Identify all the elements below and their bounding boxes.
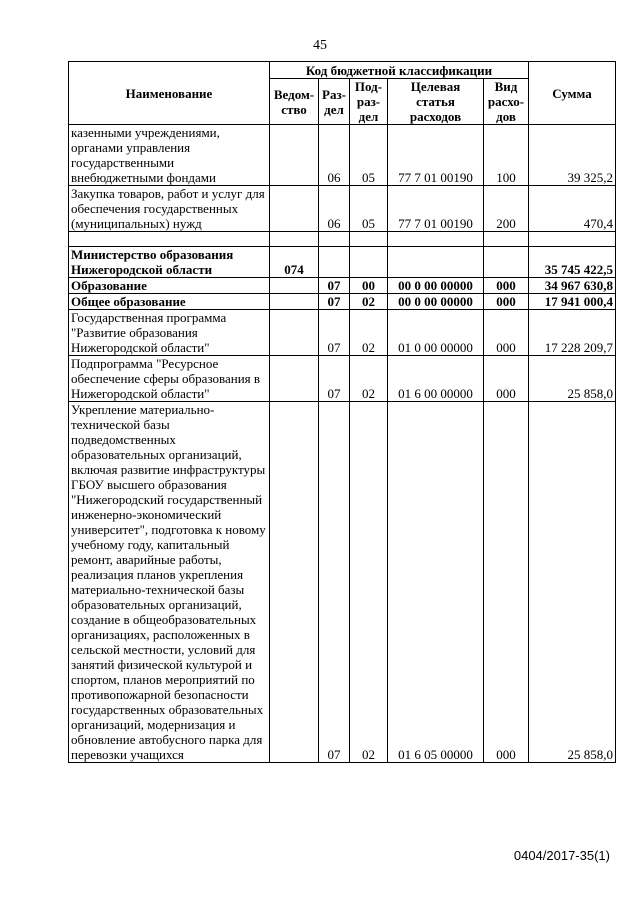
header-celevaya: Целевая статья расходов bbox=[388, 79, 484, 125]
row-celevaya: 01 6 05 00000 bbox=[388, 402, 484, 763]
table-row bbox=[69, 294, 616, 310]
row-name: Закупка товаров, работ и услуг для обеспечения государственных (муниципальных) нужд bbox=[69, 186, 270, 232]
page-number: 45 bbox=[313, 38, 327, 53]
row-vedom bbox=[270, 278, 319, 294]
row-sum: 35 745 422,5 bbox=[529, 247, 616, 278]
table-row bbox=[69, 186, 616, 232]
row-podrazdel: 02 bbox=[350, 356, 388, 402]
row-vid: 000 bbox=[484, 278, 529, 294]
row-razdel: 07 bbox=[319, 356, 350, 402]
table-row bbox=[69, 247, 616, 278]
row-vedom bbox=[270, 402, 319, 763]
row-razdel: 07 bbox=[319, 310, 350, 356]
row-razdel: 07 bbox=[319, 402, 350, 763]
row-vid: 000 bbox=[484, 402, 529, 763]
row-name: Общее образование bbox=[69, 294, 270, 310]
row-celevaya bbox=[388, 247, 484, 278]
table-row bbox=[69, 402, 616, 763]
row-sum: 17 941 000,4 bbox=[529, 294, 616, 310]
row-podrazdel: 05 bbox=[350, 186, 388, 232]
header-vid: Вид расхо-дов bbox=[484, 79, 529, 125]
row-name: Образование bbox=[69, 278, 270, 294]
row-celevaya: 00 0 00 00000 bbox=[388, 278, 484, 294]
row-name: Министерство образования Нижегородской области bbox=[69, 247, 270, 278]
row-sum: 39 325,2 bbox=[529, 125, 616, 186]
row-razdel bbox=[319, 247, 350, 278]
header-classification-group: Код бюджетной классификации bbox=[270, 62, 529, 79]
spacer-row bbox=[69, 232, 616, 247]
row-vid bbox=[484, 247, 529, 278]
row-podrazdel: 02 bbox=[350, 310, 388, 356]
row-podrazdel: 00 bbox=[350, 278, 388, 294]
row-vedom bbox=[270, 186, 319, 232]
row-podrazdel bbox=[350, 247, 388, 278]
row-vid: 000 bbox=[484, 356, 529, 402]
header-vedom: Ведом-ство bbox=[270, 79, 319, 125]
header-podrazdel: Под-раз-дел bbox=[350, 79, 388, 125]
row-sum: 34 967 630,8 bbox=[529, 278, 616, 294]
row-vedom bbox=[270, 125, 319, 186]
row-vid: 000 bbox=[484, 294, 529, 310]
row-celevaya: 77 7 01 00190 bbox=[388, 186, 484, 232]
row-vid: 200 bbox=[484, 186, 529, 232]
row-name: Государственная программа "Развитие образования Нижегородской области" bbox=[69, 310, 270, 356]
row-celevaya: 01 6 00 00000 bbox=[388, 356, 484, 402]
row-celevaya: 01 0 00 00000 bbox=[388, 310, 484, 356]
row-vedom: 074 bbox=[270, 247, 319, 278]
row-razdel: 06 bbox=[319, 125, 350, 186]
row-podrazdel: 02 bbox=[350, 294, 388, 310]
row-name: Укрепление материально-технической базы подведомственных образовательных организаций, включая развитие инфраструктуры ГБОУ высшего образования "Нижегородский государственный инженерно-экономический университет", подготовка к новому учебному году, капитальный ремонт, аварийные работы, реализация планов укрепления материально-технической базы образовательных организаций, создание в общеобразовательных организациях, расположенных в сельской местности, условий для занятий физической культурой и спортом, планов мероприятий по противопожарной безопасности государственных образовательных организаций, модернизация и обновление автобусного парка для перевозки учащихся bbox=[69, 402, 270, 763]
row-name: Подпрограмма "Ресурсное обеспечение сферы образования в Нижегородской области" bbox=[69, 356, 270, 402]
row-celevaya: 00 0 00 00000 bbox=[388, 294, 484, 310]
row-vid: 000 bbox=[484, 310, 529, 356]
row-vedom bbox=[270, 294, 319, 310]
table-row bbox=[69, 278, 616, 294]
header-razdel: Раз-дел bbox=[319, 79, 350, 125]
row-name: казенными учреждениями, органами управления государственными внебюджетными фондами bbox=[69, 125, 270, 186]
document-code: 0404/2017-35(1) bbox=[513, 848, 610, 863]
row-sum: 17 228 209,7 bbox=[529, 310, 616, 356]
row-sum: 25 858,0 bbox=[529, 402, 616, 763]
row-razdel: 07 bbox=[319, 294, 350, 310]
table-row bbox=[69, 310, 616, 356]
row-sum: 25 858,0 bbox=[529, 356, 616, 402]
budget-table bbox=[68, 61, 616, 763]
row-razdel: 07 bbox=[319, 278, 350, 294]
row-celevaya: 77 7 01 00190 bbox=[388, 125, 484, 186]
row-vedom bbox=[270, 356, 319, 402]
table-row bbox=[69, 356, 616, 402]
row-vid: 100 bbox=[484, 125, 529, 186]
row-podrazdel: 02 bbox=[350, 402, 388, 763]
row-razdel: 06 bbox=[319, 186, 350, 232]
row-podrazdel: 05 bbox=[350, 125, 388, 186]
header-sum: Сумма bbox=[529, 62, 616, 125]
row-vedom bbox=[270, 310, 319, 356]
table-row bbox=[69, 125, 616, 186]
row-sum: 470,4 bbox=[529, 186, 616, 232]
header-name: Наименование bbox=[69, 62, 270, 125]
